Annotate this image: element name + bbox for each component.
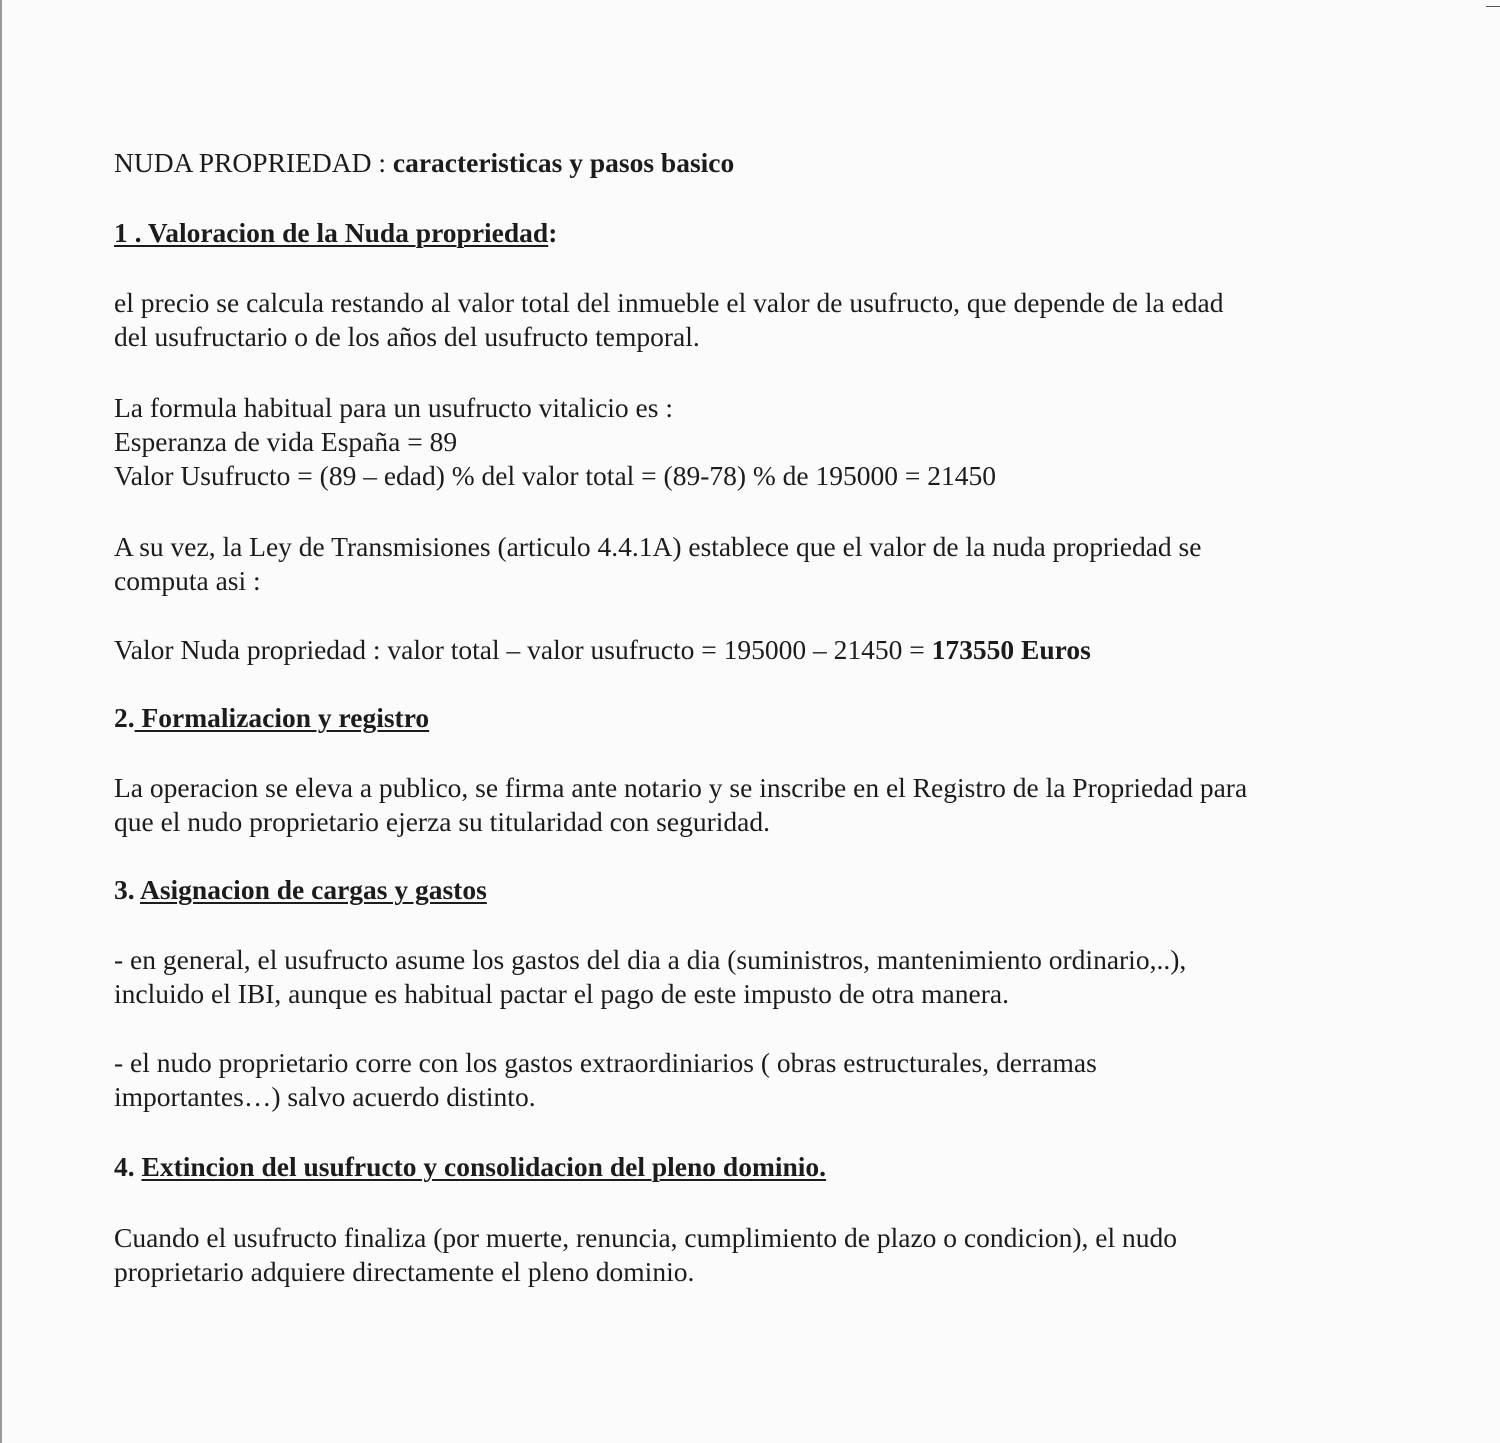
section3-bullet2-line2: importantes…) salvo acuerdo distinto. bbox=[114, 1081, 536, 1112]
section2-number: 2. bbox=[114, 702, 135, 733]
formula-intro: La formula habitual para un usufructo vitalicio es : bbox=[114, 392, 673, 423]
section1-para1-line1: el precio se calcula restando al valor total del inmueble el valor de usufructo, que depende de la edad bbox=[114, 287, 1224, 318]
section4-heading bbox=[114, 1150, 826, 1184]
section3-heading bbox=[114, 873, 487, 907]
section4-line1: Cuando el usufructo finaliza (por muerte, renuncia, cumplimiento de plazo o condicion), el nudo bbox=[114, 1222, 1177, 1253]
section4-line2: proprietario adquiere directamente el pleno dominio. bbox=[114, 1256, 695, 1287]
valor-usufructo-line: Valor Usufructo = (89 – edad) % del valor total = (89-78) % de 195000 = 21450 bbox=[114, 460, 997, 491]
section2-line2: que el nudo proprietario ejerza su titularidad con seguridad. bbox=[114, 806, 770, 837]
title-main: NUDA PROPRIEDAD : bbox=[114, 147, 393, 178]
section1-para1-line2: del usufructario o de los años del usufructo temporal. bbox=[114, 321, 700, 352]
section3-heading-text: Asignacion de cargas y gastos bbox=[139, 874, 487, 905]
section1-heading-colon: : bbox=[548, 217, 558, 248]
section3-number: 3. bbox=[114, 874, 140, 905]
ley-line2: computa asi : bbox=[114, 565, 261, 596]
scan-mark bbox=[1486, 6, 1500, 7]
section1-heading-text: 1 . Valoracion de la Nuda propriedad bbox=[114, 217, 549, 248]
document-title bbox=[114, 146, 734, 180]
valor-nuda-result: 173550 Euros bbox=[931, 634, 1091, 665]
section2-line1: La operacion se eleva a publico, se firma ante notario y se inscribe en el Registro de la Propriedad para bbox=[114, 772, 1248, 803]
section4-heading-text: Extincion del usufructo y consolidacion del pleno dominio. bbox=[141, 1151, 827, 1182]
section2-heading bbox=[114, 701, 429, 735]
section1-heading bbox=[114, 216, 557, 250]
valor-nuda-text: Valor Nuda propriedad : valor total – valor usufructo = 195000 – 21450 = bbox=[114, 634, 932, 665]
esperanza-line: Esperanza de vida España = 89 bbox=[114, 426, 458, 457]
title-sub: caracteristicas y pasos basico bbox=[392, 147, 735, 178]
ley-line1: A su vez, la Ley de Transmisiones (articulo 4.4.1A) establece que el valor de la nuda propriedad se bbox=[114, 531, 1202, 562]
scan-edge bbox=[0, 0, 2, 1443]
section3-bullet1-line2: incluido el IBI, aunque es habitual pactar el pago de este impusto de otra manera. bbox=[114, 978, 1009, 1009]
section2-heading-text: Formalizacion y registro bbox=[134, 702, 430, 733]
section3-bullet1-line1: - en general, el usufructo asume los gastos del dia a dia (suministros, mantenimiento ordinario,..), bbox=[114, 944, 1187, 975]
section3-bullet2-line1: - el nudo proprietario corre con los gastos extraordiniarios ( obras estructurales, derramas bbox=[114, 1047, 1097, 1078]
valor-nuda-line bbox=[114, 633, 1091, 667]
section4-number: 4. bbox=[114, 1151, 142, 1182]
